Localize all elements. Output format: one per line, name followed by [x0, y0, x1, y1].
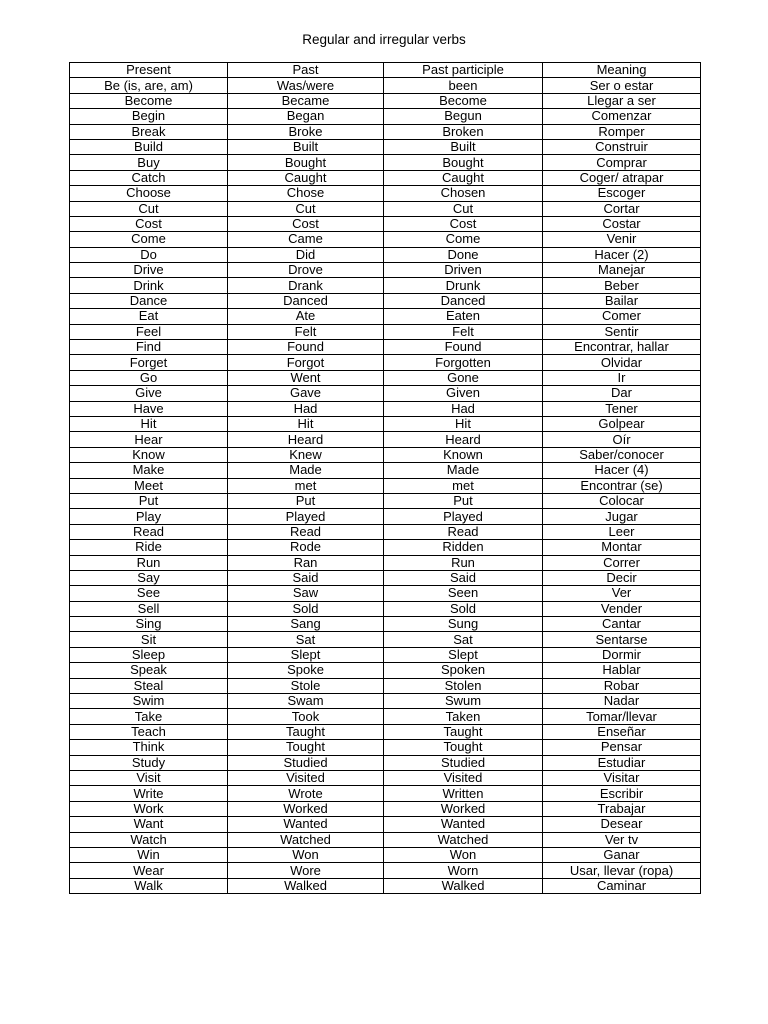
- cell-meaning: Beber: [543, 278, 701, 293]
- cell-past: Put: [228, 493, 384, 508]
- cell-present: See: [70, 586, 228, 601]
- cell-past-participle: Caught: [384, 170, 543, 185]
- cell-past: Sat: [228, 632, 384, 647]
- document-title: Regular and irregular verbs: [302, 32, 466, 47]
- cell-past-participle: Wanted: [384, 817, 543, 832]
- cell-present: Speak: [70, 663, 228, 678]
- cell-present: Hit: [70, 416, 228, 431]
- cell-meaning: Pensar: [543, 740, 701, 755]
- cell-past: Became: [228, 93, 384, 108]
- cell-past-participle: Sold: [384, 601, 543, 616]
- cell-past: Drove: [228, 263, 384, 278]
- table-row: [70, 232, 701, 247]
- cell-present: Cost: [70, 216, 228, 231]
- cell-present: Give: [70, 386, 228, 401]
- cell-past: Wore: [228, 863, 384, 878]
- cell-past-participle: Gone: [384, 370, 543, 385]
- cell-present: Break: [70, 124, 228, 139]
- cell-meaning: Usar, llevar (ropa): [543, 863, 701, 878]
- cell-present: Build: [70, 139, 228, 154]
- cell-present: Begin: [70, 109, 228, 124]
- cell-past-participle: Taken: [384, 709, 543, 724]
- table-row: [70, 370, 701, 385]
- table-row: [70, 401, 701, 416]
- cell-past-participle: Read: [384, 524, 543, 539]
- table-row: [70, 847, 701, 862]
- cell-meaning: Ir: [543, 370, 701, 385]
- table-row: [70, 493, 701, 508]
- cell-meaning: Hablar: [543, 663, 701, 678]
- cell-present: Take: [70, 709, 228, 724]
- cell-meaning: Ver: [543, 586, 701, 601]
- cell-past-participle: Studied: [384, 755, 543, 770]
- cell-meaning: Vender: [543, 601, 701, 616]
- cell-past: Won: [228, 847, 384, 862]
- cell-past: Rode: [228, 540, 384, 555]
- table-row: [70, 570, 701, 585]
- cell-present: Eat: [70, 309, 228, 324]
- table-row: [70, 755, 701, 770]
- cell-meaning: Venir: [543, 232, 701, 247]
- cell-present: Drive: [70, 263, 228, 278]
- cell-past: met: [228, 478, 384, 493]
- cell-past-participle: Said: [384, 570, 543, 585]
- cell-meaning: Dormir: [543, 647, 701, 662]
- cell-meaning: Bailar: [543, 293, 701, 308]
- cell-present: Forget: [70, 355, 228, 370]
- cell-past: Caught: [228, 170, 384, 185]
- cell-past-participle: Heard: [384, 432, 543, 447]
- cell-past-participle: Forgotten: [384, 355, 543, 370]
- cell-present: Drink: [70, 278, 228, 293]
- cell-past-participle: been: [384, 78, 543, 93]
- cell-past-participle: Won: [384, 847, 543, 862]
- table-row: [70, 586, 701, 601]
- cell-present: Go: [70, 370, 228, 385]
- table-row: [70, 740, 701, 755]
- table-row: [70, 786, 701, 801]
- cell-past: Had: [228, 401, 384, 416]
- cell-meaning: Olvidar: [543, 355, 701, 370]
- cell-present: Study: [70, 755, 228, 770]
- cell-past: Worked: [228, 801, 384, 816]
- table-row: [70, 278, 701, 293]
- table-row: [70, 478, 701, 493]
- cell-meaning: Escoger: [543, 186, 701, 201]
- cell-meaning: Desear: [543, 817, 701, 832]
- cell-present: Teach: [70, 724, 228, 739]
- cell-present: Feel: [70, 324, 228, 339]
- table-row: [70, 832, 701, 847]
- table-row: [70, 863, 701, 878]
- cell-past: Danced: [228, 293, 384, 308]
- cell-past: Hit: [228, 416, 384, 431]
- cell-meaning: Construir: [543, 139, 701, 154]
- cell-past: Heard: [228, 432, 384, 447]
- cell-past-participle: Found: [384, 340, 543, 355]
- cell-past-participle: Begun: [384, 109, 543, 124]
- cell-present: Choose: [70, 186, 228, 201]
- cell-past-participle: Broken: [384, 124, 543, 139]
- cell-past-participle: Done: [384, 247, 543, 262]
- cell-meaning: Manejar: [543, 263, 701, 278]
- cell-past-participle: Eaten: [384, 309, 543, 324]
- cell-present: Do: [70, 247, 228, 262]
- table-row: [70, 293, 701, 308]
- table-row: [70, 509, 701, 524]
- cell-past-participle: Felt: [384, 324, 543, 339]
- cell-present: Come: [70, 232, 228, 247]
- cell-meaning: Hacer (2): [543, 247, 701, 262]
- cell-present: Make: [70, 463, 228, 478]
- cell-past: Sang: [228, 617, 384, 632]
- cell-meaning: Jugar: [543, 509, 701, 524]
- table-row: [70, 617, 701, 632]
- cell-past: Tought: [228, 740, 384, 755]
- table-row: [70, 709, 701, 724]
- cell-meaning: Romper: [543, 124, 701, 139]
- verbs-table: [69, 62, 701, 894]
- table-row: [70, 201, 701, 216]
- cell-meaning: Llegar a ser: [543, 93, 701, 108]
- cell-past: Chose: [228, 186, 384, 201]
- cell-past-participle: Sung: [384, 617, 543, 632]
- cell-present: Write: [70, 786, 228, 801]
- cell-past-participle: Taught: [384, 724, 543, 739]
- cell-past-participle: Seen: [384, 586, 543, 601]
- cell-present: Win: [70, 847, 228, 862]
- cell-past-participle: met: [384, 478, 543, 493]
- cell-present: Swim: [70, 694, 228, 709]
- cell-past-participle: Walked: [384, 878, 543, 893]
- cell-past-participle: Cost: [384, 216, 543, 231]
- cell-past-participle: Known: [384, 447, 543, 462]
- table-row: [70, 555, 701, 570]
- cell-present: Run: [70, 555, 228, 570]
- table-row: [70, 170, 701, 185]
- table-row: [70, 340, 701, 355]
- cell-meaning: Encontrar, hallar: [543, 340, 701, 355]
- cell-past-participle: Made: [384, 463, 543, 478]
- header-meaning: Meaning: [543, 63, 701, 78]
- cell-past-participle: Driven: [384, 263, 543, 278]
- header-past-participle: Past participle: [384, 63, 543, 78]
- cell-present: Hear: [70, 432, 228, 447]
- cell-past: Spoke: [228, 663, 384, 678]
- cell-meaning: Golpear: [543, 416, 701, 431]
- cell-meaning: Robar: [543, 678, 701, 693]
- cell-meaning: Correr: [543, 555, 701, 570]
- table-row: [70, 647, 701, 662]
- table-row: [70, 124, 701, 139]
- cell-present: Wear: [70, 863, 228, 878]
- cell-past: Wanted: [228, 817, 384, 832]
- cell-past-participle: Played: [384, 509, 543, 524]
- cell-past-participle: Built: [384, 139, 543, 154]
- cell-past: Felt: [228, 324, 384, 339]
- cell-past-participle: Come: [384, 232, 543, 247]
- cell-meaning: Cantar: [543, 617, 701, 632]
- cell-meaning: Leer: [543, 524, 701, 539]
- cell-past-participle: Slept: [384, 647, 543, 662]
- cell-present: Have: [70, 401, 228, 416]
- cell-present: Catch: [70, 170, 228, 185]
- cell-present: Play: [70, 509, 228, 524]
- cell-present: Meet: [70, 478, 228, 493]
- cell-past: Was/were: [228, 78, 384, 93]
- cell-past-participle: Become: [384, 93, 543, 108]
- cell-past: Taught: [228, 724, 384, 739]
- cell-meaning: Costar: [543, 216, 701, 231]
- cell-meaning: Hacer (4): [543, 463, 701, 478]
- table-row: [70, 770, 701, 785]
- cell-present: Say: [70, 570, 228, 585]
- cell-present: Sleep: [70, 647, 228, 662]
- cell-past-participle: Put: [384, 493, 543, 508]
- cell-meaning: Comenzar: [543, 109, 701, 124]
- cell-past: Stole: [228, 678, 384, 693]
- cell-meaning: Dar: [543, 386, 701, 401]
- table-row: [70, 216, 701, 231]
- cell-past: Visited: [228, 770, 384, 785]
- header-present: Present: [70, 63, 228, 78]
- table-row: [70, 632, 701, 647]
- cell-past: Broke: [228, 124, 384, 139]
- cell-meaning: Tomar/llevar: [543, 709, 701, 724]
- cell-present: Sing: [70, 617, 228, 632]
- cell-past: Read: [228, 524, 384, 539]
- table-row: [70, 540, 701, 555]
- table-row: [70, 694, 701, 709]
- cell-past: Forgot: [228, 355, 384, 370]
- table-row: [70, 186, 701, 201]
- cell-present: Watch: [70, 832, 228, 847]
- table-row: [70, 524, 701, 539]
- cell-meaning: Enseñar: [543, 724, 701, 739]
- cell-past-participle: Run: [384, 555, 543, 570]
- cell-past-participle: Worked: [384, 801, 543, 816]
- table-row: [70, 386, 701, 401]
- cell-past: Slept: [228, 647, 384, 662]
- table-row: [70, 801, 701, 816]
- cell-meaning: Caminar: [543, 878, 701, 893]
- cell-past-participle: Cut: [384, 201, 543, 216]
- cell-past: Went: [228, 370, 384, 385]
- cell-past-participle: Spoken: [384, 663, 543, 678]
- table-row: [70, 663, 701, 678]
- verbs-table-body: [70, 78, 701, 894]
- table-row: [70, 263, 701, 278]
- cell-present: Want: [70, 817, 228, 832]
- cell-present: Put: [70, 493, 228, 508]
- cell-past: Wrote: [228, 786, 384, 801]
- table-row: [70, 324, 701, 339]
- cell-meaning: Encontrar (se): [543, 478, 701, 493]
- cell-past: Found: [228, 340, 384, 355]
- cell-past-participle: Visited: [384, 770, 543, 785]
- cell-meaning: Visitar: [543, 770, 701, 785]
- cell-present: Work: [70, 801, 228, 816]
- cell-past: Played: [228, 509, 384, 524]
- cell-past: Cost: [228, 216, 384, 231]
- cell-meaning: Colocar: [543, 493, 701, 508]
- cell-present: Visit: [70, 770, 228, 785]
- cell-past-participle: Had: [384, 401, 543, 416]
- cell-past-participle: Tought: [384, 740, 543, 755]
- cell-present: Buy: [70, 155, 228, 170]
- table-row: [70, 355, 701, 370]
- cell-meaning: Saber/conocer: [543, 447, 701, 462]
- cell-past-participle: Swum: [384, 694, 543, 709]
- table-row: [70, 817, 701, 832]
- table-row: [70, 432, 701, 447]
- table-row: [70, 247, 701, 262]
- cell-present: Read: [70, 524, 228, 539]
- cell-past-participle: Worn: [384, 863, 543, 878]
- cell-past-participle: Chosen: [384, 186, 543, 201]
- cell-meaning: Comer: [543, 309, 701, 324]
- cell-past: Bought: [228, 155, 384, 170]
- cell-meaning: Sentarse: [543, 632, 701, 647]
- cell-meaning: Montar: [543, 540, 701, 555]
- table-row: [70, 309, 701, 324]
- cell-past: Cut: [228, 201, 384, 216]
- cell-past-participle: Danced: [384, 293, 543, 308]
- table-row: [70, 78, 701, 93]
- table-row: [70, 155, 701, 170]
- cell-past: Knew: [228, 447, 384, 462]
- cell-past: Came: [228, 232, 384, 247]
- table-row: [70, 878, 701, 893]
- cell-meaning: Tener: [543, 401, 701, 416]
- cell-present: Ride: [70, 540, 228, 555]
- cell-past: Did: [228, 247, 384, 262]
- cell-past: Gave: [228, 386, 384, 401]
- cell-present: Cut: [70, 201, 228, 216]
- cell-past: Began: [228, 109, 384, 124]
- cell-meaning: Coger/ atrapar: [543, 170, 701, 185]
- header-row: [70, 63, 701, 78]
- cell-past: Took: [228, 709, 384, 724]
- cell-past-participle: Written: [384, 786, 543, 801]
- cell-past: Watched: [228, 832, 384, 847]
- cell-meaning: Ganar: [543, 847, 701, 862]
- cell-past: Swam: [228, 694, 384, 709]
- cell-meaning: Sentir: [543, 324, 701, 339]
- cell-past-participle: Ridden: [384, 540, 543, 555]
- cell-meaning: Decir: [543, 570, 701, 585]
- cell-present: Become: [70, 93, 228, 108]
- cell-meaning: Trabajar: [543, 801, 701, 816]
- cell-present: Sit: [70, 632, 228, 647]
- cell-past-participle: Stolen: [384, 678, 543, 693]
- cell-past: Said: [228, 570, 384, 585]
- cell-present: Be (is, are, am): [70, 78, 228, 93]
- cell-past: Ate: [228, 309, 384, 324]
- cell-present: Think: [70, 740, 228, 755]
- cell-meaning: Ser o estar: [543, 78, 701, 93]
- cell-present: Sell: [70, 601, 228, 616]
- cell-past-participle: Bought: [384, 155, 543, 170]
- cell-past: Studied: [228, 755, 384, 770]
- cell-meaning: Ver tv: [543, 832, 701, 847]
- cell-past: Saw: [228, 586, 384, 601]
- header-past: Past: [228, 63, 384, 78]
- cell-present: Dance: [70, 293, 228, 308]
- table-row: [70, 416, 701, 431]
- verbs-table-header: [70, 63, 701, 78]
- cell-meaning: Estudiar: [543, 755, 701, 770]
- cell-past-participle: Hit: [384, 416, 543, 431]
- table-row: [70, 601, 701, 616]
- table-row: [70, 463, 701, 478]
- cell-past-participle: Sat: [384, 632, 543, 647]
- cell-past-participle: Watched: [384, 832, 543, 847]
- cell-meaning: Cortar: [543, 201, 701, 216]
- cell-past: Drank: [228, 278, 384, 293]
- table-row: [70, 109, 701, 124]
- table-row: [70, 93, 701, 108]
- cell-meaning: Nadar: [543, 694, 701, 709]
- table-row: [70, 724, 701, 739]
- cell-meaning: Comprar: [543, 155, 701, 170]
- cell-past: Made: [228, 463, 384, 478]
- cell-past: Built: [228, 139, 384, 154]
- cell-past: Sold: [228, 601, 384, 616]
- cell-meaning: Escribir: [543, 786, 701, 801]
- cell-present: Know: [70, 447, 228, 462]
- table-row: [70, 447, 701, 462]
- cell-present: Walk: [70, 878, 228, 893]
- cell-present: Steal: [70, 678, 228, 693]
- cell-past: Ran: [228, 555, 384, 570]
- table-row: [70, 139, 701, 154]
- cell-past-participle: Drunk: [384, 278, 543, 293]
- table-row: [70, 678, 701, 693]
- cell-meaning: Oír: [543, 432, 701, 447]
- cell-past: Walked: [228, 878, 384, 893]
- cell-present: Find: [70, 340, 228, 355]
- cell-past-participle: Given: [384, 386, 543, 401]
